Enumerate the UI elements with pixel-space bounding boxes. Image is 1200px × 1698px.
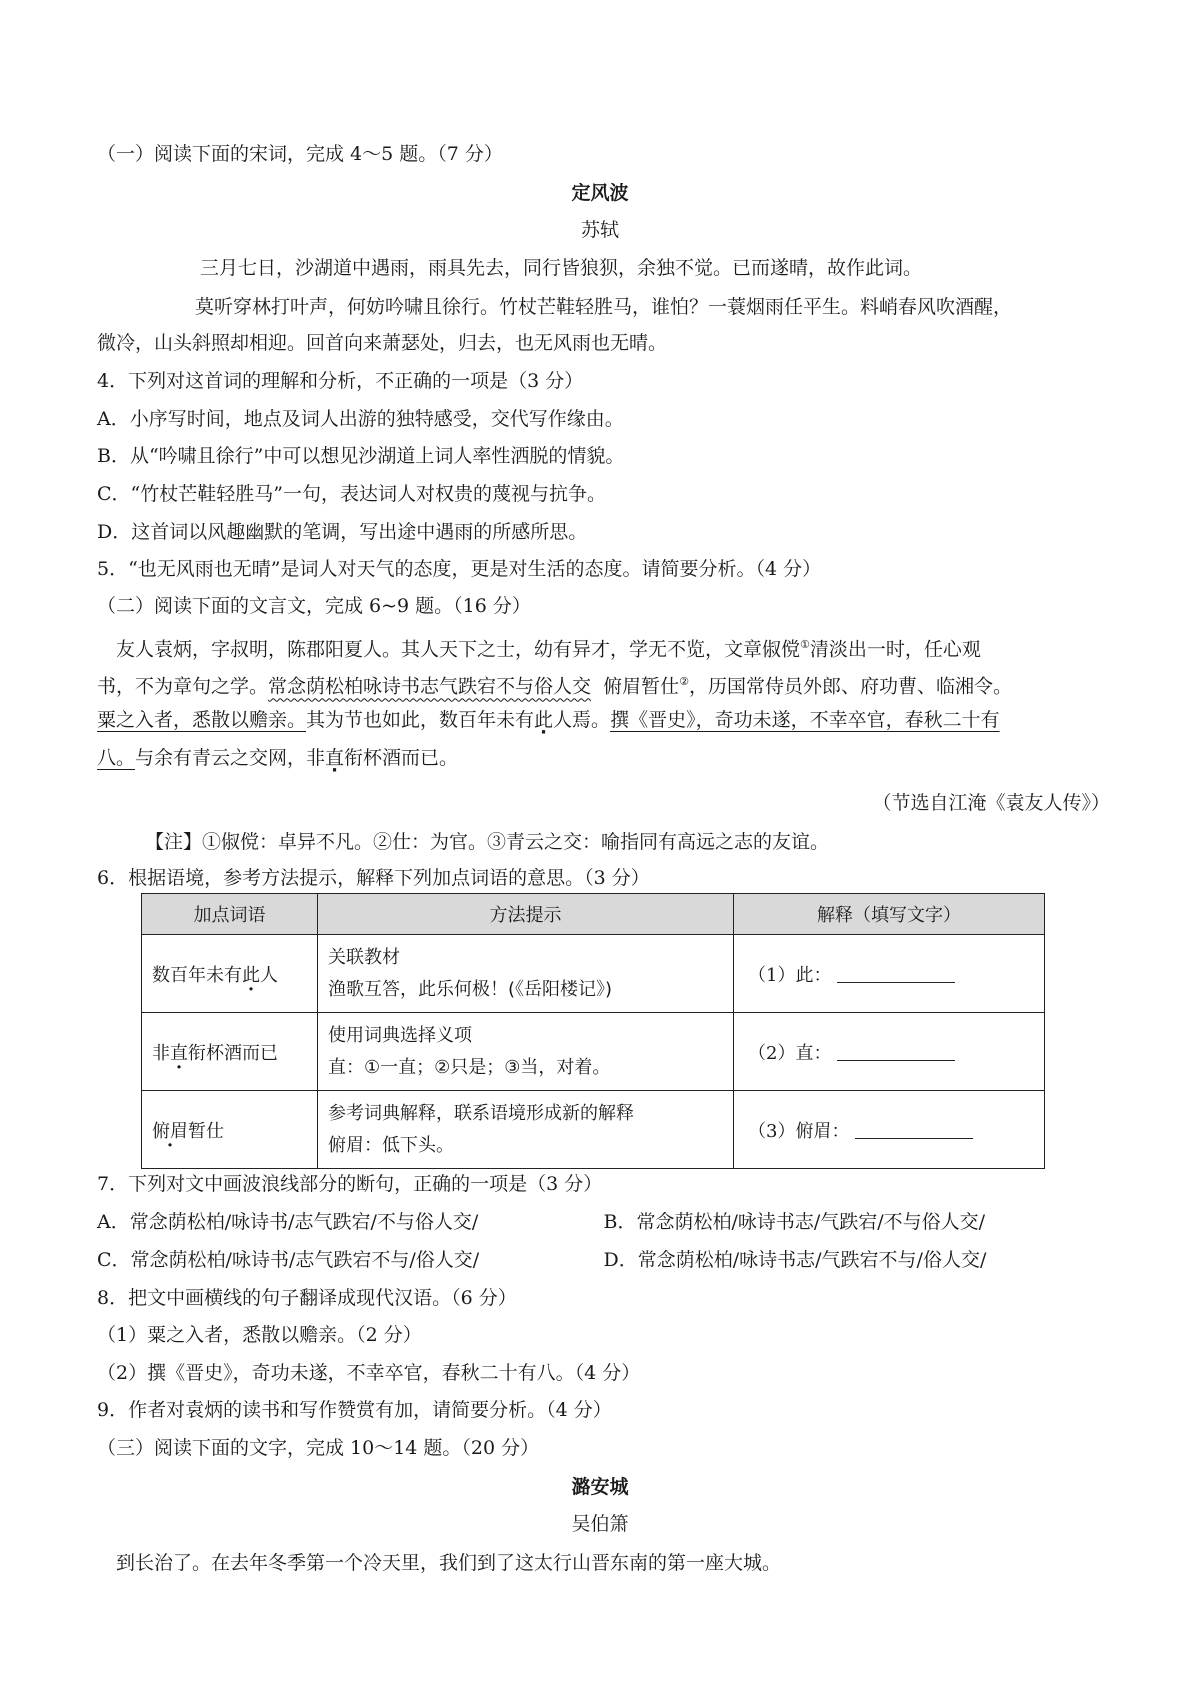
method-hint-table	[141, 893, 1045, 1169]
q4-option-a: A．小序写时间，地点及词人出游的独特感受，交代写作缘由。	[97, 408, 624, 430]
poem-line-1: 莫听穿林打叶声，何妨吟啸且徐行。竹杖芒鞋轻胜马，谁怕？一蓑烟雨任平生。料峭春风吹酒醒，	[195, 296, 1013, 318]
classical-text-line-4: 八。与余有青云之交网，非直衔杯酒而已。	[97, 747, 459, 769]
q7-option-a: A．常念荫松柏/咏诗书/志气跌宕/不与俗人交/	[97, 1211, 479, 1233]
q4-option-c: C．“竹杖芒鞋轻胜马”一句，表达词人对权贵的蔑视与抗争。	[97, 483, 606, 505]
section1-heading: （一）阅读下面的宋词，完成 4～5 题。（7 分）	[97, 143, 503, 165]
article-author: 吴伯箫	[571, 1513, 629, 1535]
question-5: 5．“也无风雨也无晴”是词人对天气的态度，更是对生活的态度。请简要分析。（4 分）	[97, 558, 822, 580]
q4-option-d: D．这首词以风趣幽默的笔调，写出途中遇雨的所感所思。	[97, 521, 588, 543]
question-9: 9．作者对袁炳的读书和写作赞赏有加，请简要分析。（4 分）	[97, 1399, 612, 1421]
table-header: 加点词语	[142, 894, 318, 935]
poem-line-2: 微冷，山头斜照却相迎。回首向来萧瑟处，归去，也无风雨也无晴。	[97, 332, 668, 354]
q4-option-b: B．从“吟啸且徐行”中可以想见沙湖道上词人率性洒脱的情貌。	[97, 445, 625, 467]
annotation: 【注】①俶傥：卓异不凡。②仕：为官。③青云之交：喻指同有高远之志的友谊。	[145, 831, 830, 853]
poem-title: 定风波	[571, 182, 629, 204]
q7-options-row-2	[97, 1248, 1110, 1272]
classical-text-line-2: 书，不为章句之学。常念荫松柏咏诗书志气跌宕不与俗人交 俯眉暂仕②，历国常侍员外郎、府功曹、临湘令。	[97, 675, 1013, 698]
q8-part-1: （1）粟之入者，悉散以赡亲。（2 分）	[97, 1324, 422, 1346]
answer-blank[interactable]	[837, 1042, 955, 1061]
wavy-underlined-passage: 常念荫松柏咏诗书志气跌宕不与俗人交	[268, 675, 592, 698]
underlined-sentence-1: 粟之入者，悉散以赡亲。	[97, 709, 307, 731]
q7-option-d: D．常念荫松柏/咏诗书志/气跌宕不与/俗人交/	[603, 1249, 987, 1271]
dotted-word-ci: 此	[534, 709, 554, 731]
question-6: 6．根据语境，参考方法提示，解释下列加点词语的意思。（3 分）	[97, 867, 650, 889]
classical-text-line-1: 友人袁炳，字叔明，陈郡阳夏人。其人天下之士，幼有异才，学无不览，文章俶傥①清淡出一时，任心观	[116, 638, 981, 661]
table-header: 方法提示	[318, 894, 734, 935]
question-4: 4．下列对这首词的理解和分析，不正确的一项是（3 分）	[97, 370, 584, 392]
q8-part-2: （2）撰《晋史》，奇功未遂，不幸卒官，春秋二十有八。（4 分）	[97, 1362, 641, 1384]
question-8: 8．把文中画横线的句子翻译成现代汉语。（6 分）	[97, 1287, 517, 1309]
table-row: 俯眉暂仕 参考词典解释，联系语境形成新的解释 俯眉：低下头。 （3）俯眉：	[142, 1091, 1045, 1169]
question-7: 7．下列对文中画波浪线部分的断句，正确的一项是（3 分）	[97, 1173, 603, 1195]
article-paragraph-1: 到长治了。在去年冬季第一个冷天里，我们到了这太行山晋东南的第一座大城。	[116, 1552, 782, 1574]
table-header: 解释（填写文字）	[734, 894, 1045, 935]
source-citation: （节选自江淹《袁友人传》）	[872, 792, 1110, 814]
section2-heading: （二）阅读下面的文言文，完成 6~9 题。（16 分）	[97, 595, 531, 617]
article-title: 潞安城	[571, 1476, 629, 1498]
poem-author: 苏轼	[580, 219, 619, 241]
section3-heading: （三）阅读下面的文字，完成 10～14 题。（20 分）	[97, 1437, 540, 1459]
table-row: 数百年未有此人 关联教材 渔歌互答，此乐何极！(《岳阳楼记》) （1）此：	[142, 935, 1045, 1013]
q7-option-c: C．常念荫松柏/咏诗书/志气跌宕不与/俗人交/	[97, 1249, 480, 1271]
q7-option-b: B．常念荫松柏/咏诗书志/气跌宕/不与俗人交/	[603, 1211, 986, 1233]
classical-text-line-3: 粟之入者，悉散以赡亲。其为节也如此，数百年未有此人焉。撰《晋史》，奇功未遂，不幸卒官，春秋二十有	[97, 709, 1000, 731]
poem-preface: 三月七日，沙湖道中遇雨，雨具先去，同行皆狼狈，余独不觉。已而遂晴，故作此词。	[200, 257, 923, 279]
answer-blank[interactable]	[837, 964, 955, 983]
answer-blank[interactable]	[855, 1120, 973, 1139]
dotted-word-zhi: 直	[325, 747, 345, 769]
q7-options-row-1	[97, 1210, 1110, 1234]
underlined-sentence-2: 撰《晋史》，奇功未遂，不幸卒官，春秋二十有	[610, 709, 1000, 731]
table-row: 非直衔杯酒而已 使用词典选择义项 直：①一直；②只是；③当，对着。 （2）直：	[142, 1013, 1045, 1091]
